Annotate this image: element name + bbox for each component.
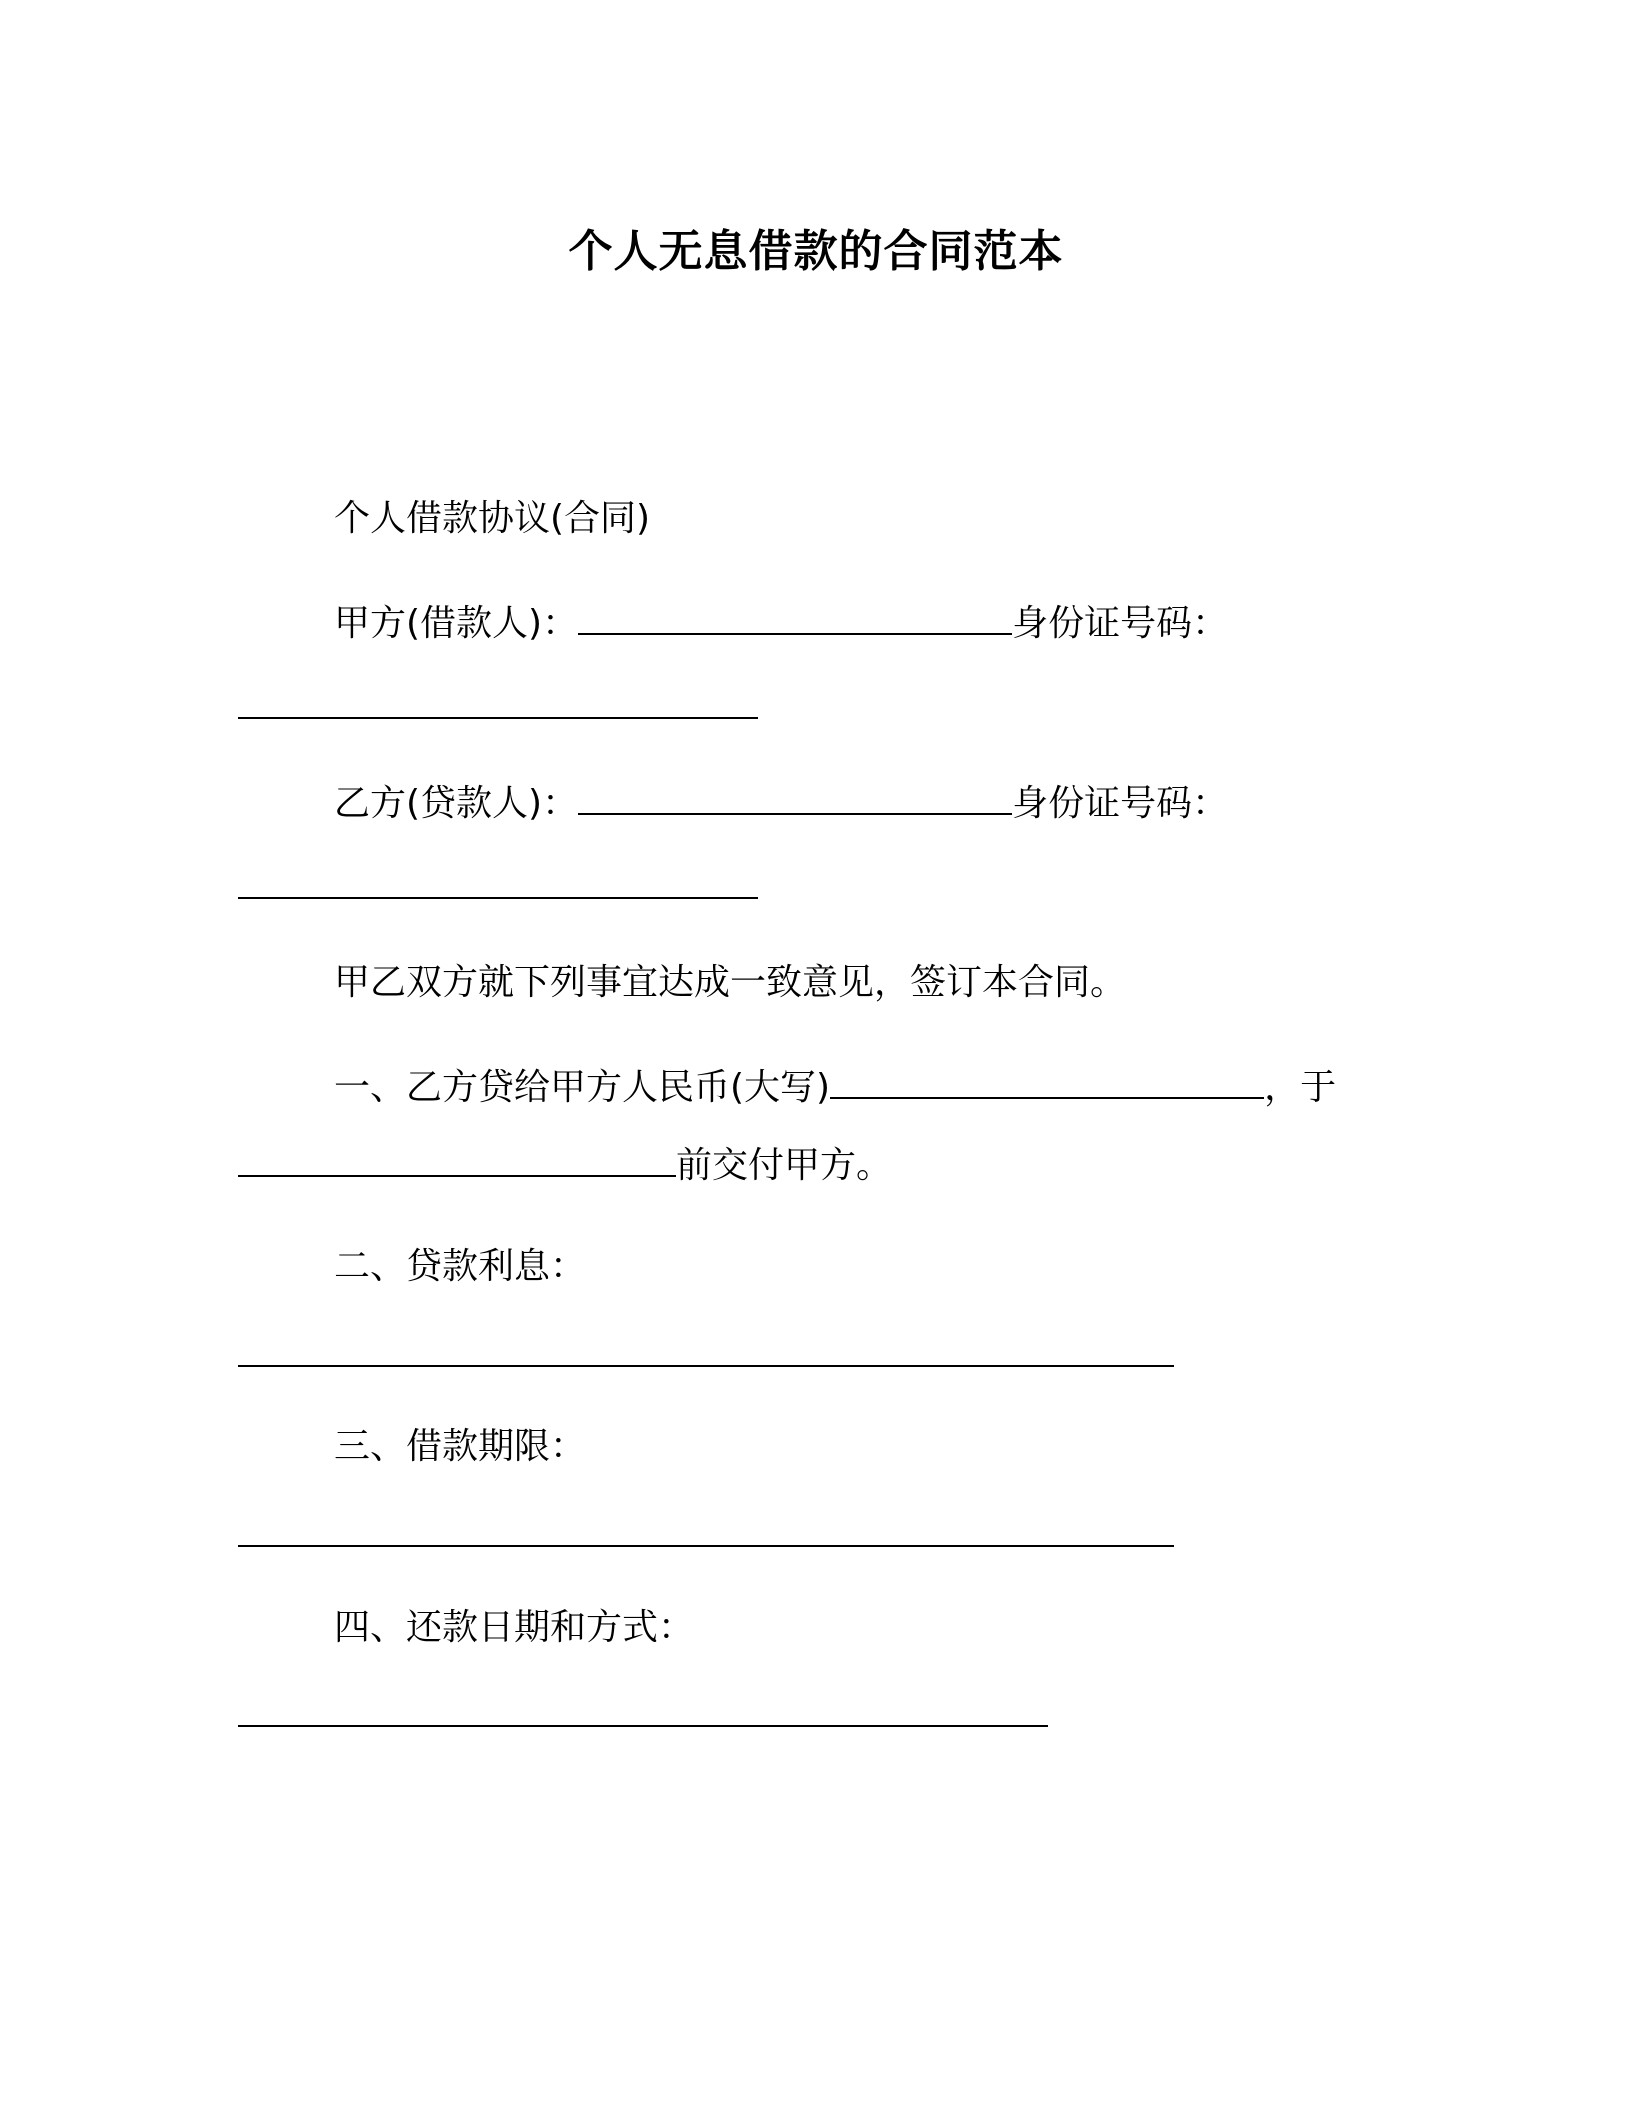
agreement-subtitle: 个人借款协议(合同) — [334, 498, 651, 539]
clause-1-text-c: 前交付甲方。 — [676, 1145, 893, 1186]
party-a-label: 甲方(借款人)： — [334, 603, 579, 644]
party-a-id-blank — [238, 717, 758, 719]
clause-3-blank — [238, 1545, 1174, 1547]
clause-1-row-2 — [238, 1139, 892, 1191]
clause-1-text-a: 一、乙方贷给甲方人民币(大写) — [334, 1067, 831, 1108]
clause-1-row — [334, 1061, 1336, 1113]
clause-2-blank — [238, 1365, 1174, 1367]
party-b-row — [334, 777, 1228, 829]
clause-1-text-b: ，于 — [1264, 1067, 1337, 1108]
party-a-name-blank — [578, 597, 1012, 635]
document-title: 个人无息借款的合同范本 — [568, 226, 1064, 277]
agreement-intro: 甲乙双方就下列事宜达成一致意见，签订本合同。 — [334, 962, 1127, 1003]
party-b-label: 乙方(贷款人)： — [334, 783, 579, 824]
party-a-id-label: 身份证号码： — [1012, 603, 1229, 644]
party-b-id-label: 身份证号码： — [1012, 783, 1229, 824]
party-a-row — [334, 597, 1228, 649]
clause-1-date-blank — [238, 1139, 676, 1177]
party-b-id-blank — [238, 897, 758, 899]
clause-4-blank — [238, 1725, 1048, 1727]
clause-2-label: 二、贷款利息： — [334, 1246, 587, 1287]
clause-4-label: 四、还款日期和方式： — [334, 1607, 695, 1648]
clause-3-label: 三、借款期限： — [334, 1426, 587, 1467]
party-b-name-blank — [578, 777, 1012, 815]
clause-1-amount-blank — [830, 1061, 1264, 1099]
